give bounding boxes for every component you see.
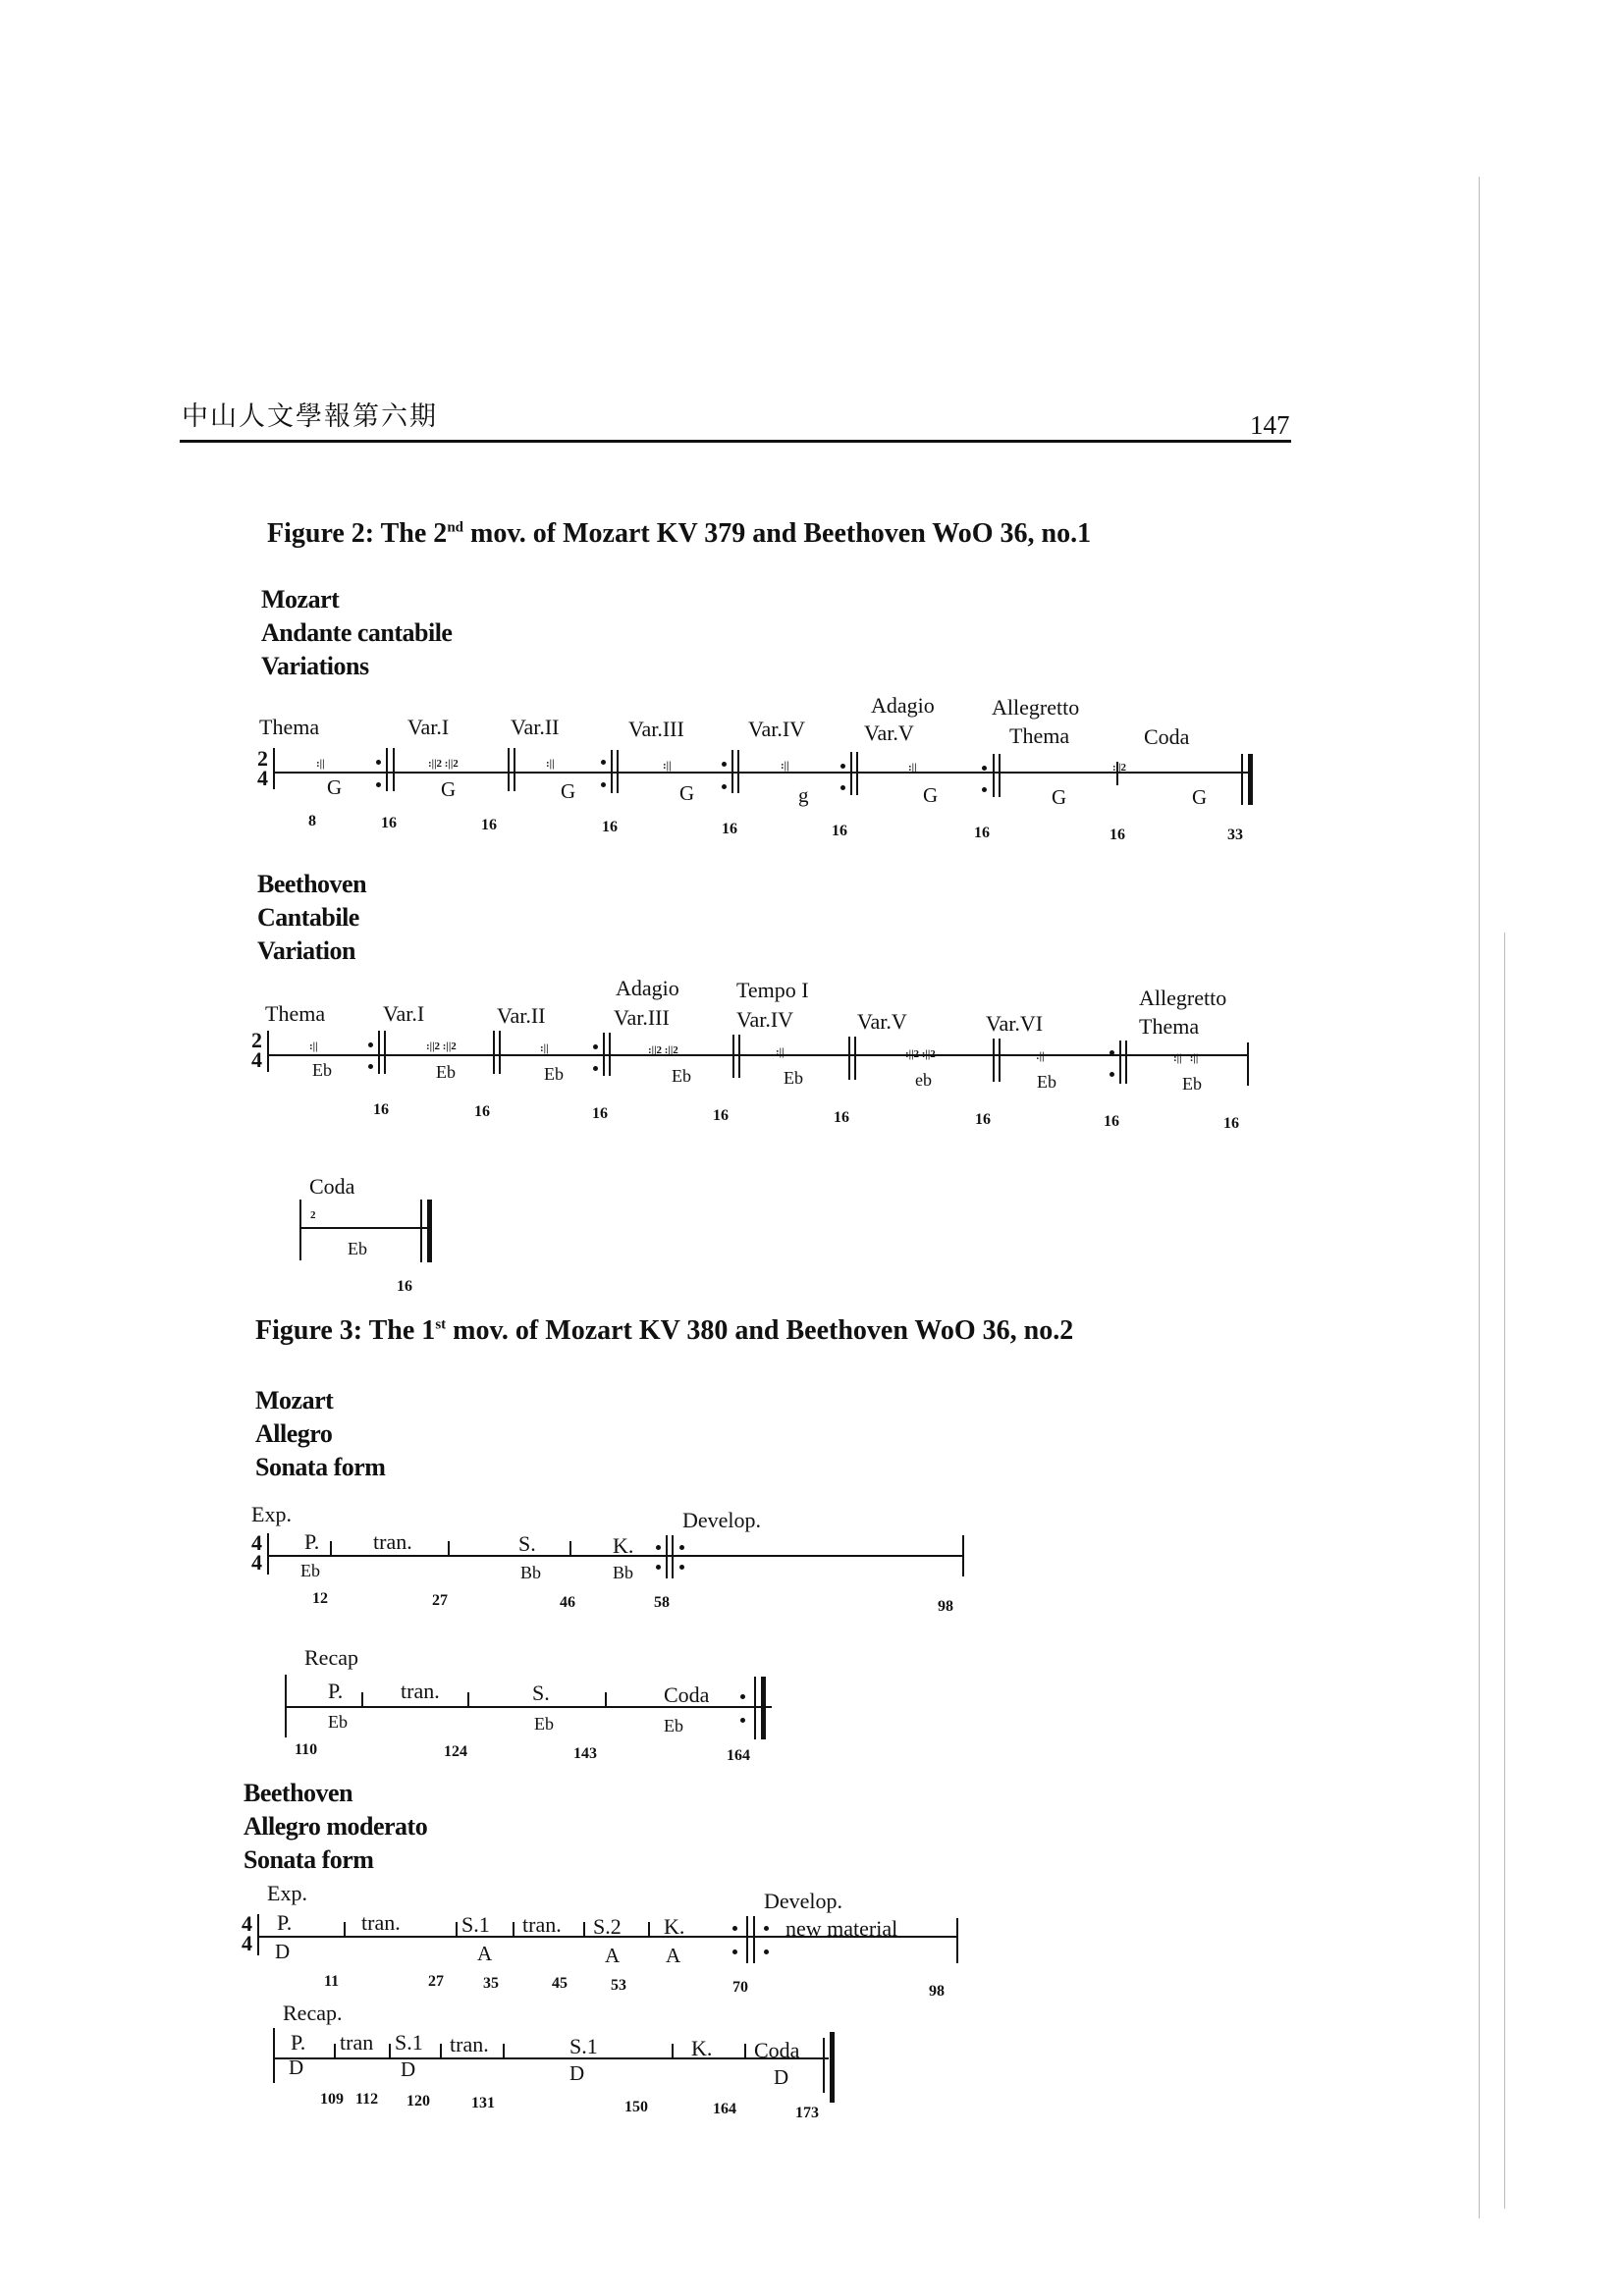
section-label: tran. bbox=[361, 1910, 401, 1935]
key-label: G bbox=[441, 777, 457, 801]
repeat-dot bbox=[593, 1044, 598, 1049]
double-barline bbox=[384, 1031, 386, 1074]
measure-number: 16 bbox=[474, 1103, 490, 1120]
measure-number: 16 bbox=[481, 817, 497, 833]
composer-label: Mozart bbox=[261, 585, 340, 614]
repeat-mark: :|| bbox=[316, 758, 325, 770]
double-barline bbox=[499, 1031, 501, 1074]
key-label: A bbox=[477, 1942, 493, 1965]
form-label: Sonata form bbox=[255, 1453, 386, 1481]
section-label: Var.V bbox=[864, 721, 914, 745]
section-label: Var.I bbox=[407, 715, 450, 739]
key-label: D bbox=[774, 2065, 789, 2089]
section-label: S.2 bbox=[593, 1914, 622, 1939]
tempo-label: Andante cantabile bbox=[261, 618, 453, 647]
key-label: Eb bbox=[348, 1239, 367, 1258]
measure-number: 70 bbox=[732, 1979, 748, 1996]
final-barline bbox=[1241, 754, 1243, 805]
section-label: P. bbox=[304, 1529, 320, 1554]
double-barline bbox=[514, 748, 515, 791]
double-barline bbox=[508, 748, 510, 791]
coda-marker: 2 bbox=[310, 1209, 316, 1221]
repeat-dot bbox=[740, 1694, 745, 1699]
composer-label: Beethoven bbox=[257, 870, 367, 898]
header-rule bbox=[180, 440, 1291, 443]
double-barline bbox=[617, 750, 619, 793]
section-label: P. bbox=[328, 1679, 344, 1703]
double-barline bbox=[493, 1031, 495, 1074]
section-tick bbox=[605, 1692, 607, 1706]
timeline-axis bbox=[267, 1054, 1247, 1056]
scan-edge-line bbox=[1504, 933, 1505, 2209]
time-signature: 4 4 bbox=[251, 1530, 262, 1575]
section-label: Var.III bbox=[614, 1005, 670, 1030]
section-tick bbox=[448, 1541, 450, 1555]
repeat-dot bbox=[601, 782, 606, 787]
measure-number: 46 bbox=[560, 1594, 575, 1611]
final-barline-thick bbox=[830, 2032, 835, 2103]
double-barline bbox=[386, 748, 388, 791]
measure-number: 27 bbox=[428, 1973, 444, 1990]
key-label: Eb bbox=[300, 1561, 320, 1580]
section-tick bbox=[440, 2044, 442, 2057]
key-label: Eb bbox=[664, 1716, 683, 1735]
section-tick bbox=[334, 2044, 336, 2057]
time-signature: 2 4 bbox=[251, 1028, 262, 1072]
double-barline bbox=[848, 1037, 850, 1080]
key-label: D bbox=[401, 2057, 416, 2081]
measure-number: 110 bbox=[295, 1741, 318, 1758]
start-barline bbox=[257, 1914, 259, 1955]
repeat-dot bbox=[764, 1926, 769, 1931]
double-barline bbox=[993, 1039, 995, 1082]
recap-start-barline bbox=[273, 2028, 275, 2083]
section-label: S.1 bbox=[461, 1912, 490, 1937]
section-tick bbox=[672, 2044, 674, 2057]
measure-number: 124 bbox=[444, 1743, 467, 1760]
final-barline bbox=[823, 2038, 825, 2093]
section-label: tran. bbox=[450, 2032, 489, 2056]
double-barline bbox=[993, 754, 995, 797]
repeat-dot bbox=[732, 1926, 737, 1931]
section-tick bbox=[361, 1692, 363, 1706]
figure3-title: Figure 3: The 1st mov. of Mozart KV 380 and Beethoven WoO 36, no.2 bbox=[255, 1315, 1074, 1346]
measure-number: 16 bbox=[1104, 1113, 1119, 1130]
measure-number: 58 bbox=[654, 1594, 670, 1611]
repeat-dot bbox=[593, 1066, 598, 1071]
key-label: g bbox=[798, 783, 809, 807]
measure-number: 16 bbox=[1223, 1115, 1239, 1132]
double-barline bbox=[746, 1916, 748, 1963]
section-label: Var.II bbox=[511, 715, 560, 739]
composer-label: Mozart bbox=[255, 1386, 334, 1415]
figure2-title: Figure 2: The 2nd mov. of Mozart KV 379 and Beethoven WoO 36, no.1 bbox=[267, 518, 1092, 549]
repeat-dot bbox=[376, 760, 381, 765]
double-barline bbox=[1119, 1041, 1121, 1084]
ending-mark: :||2 :||2 bbox=[905, 1048, 936, 1060]
composer-label: Beethoven bbox=[244, 1779, 353, 1807]
section-tick bbox=[513, 1922, 514, 1936]
double-barline bbox=[1125, 1041, 1127, 1084]
start-barline bbox=[267, 1533, 269, 1575]
repeat-mark: :|| bbox=[776, 1046, 785, 1058]
double-barline bbox=[378, 1031, 380, 1074]
key-label: A bbox=[605, 1944, 621, 1967]
key-label: Bb bbox=[613, 1563, 634, 1582]
section-label: Coda bbox=[664, 1682, 710, 1707]
measure-number: 16 bbox=[592, 1105, 608, 1122]
double-barline bbox=[854, 1037, 856, 1080]
section-tick bbox=[648, 1922, 650, 1936]
section-label: S.1 bbox=[395, 2030, 423, 2055]
recap-label: Recap bbox=[304, 1645, 358, 1670]
repeat-dot bbox=[722, 762, 727, 767]
tempo-label: Allegro moderato bbox=[244, 1812, 428, 1841]
start-barline bbox=[267, 1031, 269, 1072]
measure-number: 16 bbox=[1110, 827, 1125, 843]
measure-number: 120 bbox=[406, 2093, 430, 2109]
coda-axis bbox=[299, 1227, 427, 1229]
form-label: Sonata form bbox=[244, 1845, 374, 1874]
repeat-dot bbox=[982, 787, 987, 792]
measure-number: 16 bbox=[373, 1101, 389, 1118]
tempo-mark: Adagio bbox=[871, 693, 935, 718]
tempo-mark: Adagio bbox=[616, 976, 679, 1000]
repeat-dot bbox=[656, 1545, 661, 1550]
measure-number: 112 bbox=[355, 2091, 379, 2108]
double-barline bbox=[732, 1035, 734, 1078]
section-label: Thema bbox=[265, 1001, 326, 1026]
repeat-dot bbox=[368, 1064, 373, 1069]
repeat-dot bbox=[601, 760, 606, 765]
develop-label: Develop. bbox=[682, 1508, 762, 1532]
section-label: Thema bbox=[259, 715, 320, 739]
section-label: tran. bbox=[401, 1679, 440, 1703]
repeat-dot bbox=[764, 1949, 769, 1954]
end-barline bbox=[1247, 1042, 1249, 1086]
time-signature: 4 4 bbox=[242, 1911, 252, 1955]
measure-number: 131 bbox=[471, 2095, 495, 2111]
repeat-dot bbox=[722, 784, 727, 789]
double-barline bbox=[856, 752, 858, 795]
key-label: Eb bbox=[544, 1064, 564, 1084]
measure-number: 33 bbox=[1227, 827, 1243, 843]
section-label: Var.V bbox=[857, 1009, 907, 1034]
double-barline bbox=[609, 1033, 611, 1076]
ending-mark: :||2 :||2 bbox=[648, 1044, 678, 1056]
ending-mark: :||2 bbox=[1112, 762, 1127, 774]
double-barline bbox=[999, 754, 1001, 797]
double-barline bbox=[603, 1033, 605, 1076]
repeat-mark: :|| bbox=[546, 758, 555, 770]
measure-number: 164 bbox=[713, 2101, 736, 2117]
tempo-mark: Allegretto bbox=[1139, 986, 1227, 1010]
repeat-dot bbox=[376, 782, 381, 787]
key-label: D bbox=[289, 2056, 304, 2079]
tempo-label: Allegro bbox=[255, 1419, 333, 1448]
ending-mark: :||2 :||2 bbox=[428, 758, 459, 770]
section-label: Thema bbox=[1139, 1014, 1200, 1039]
repeat-mark: :|| bbox=[309, 1041, 318, 1052]
key-label: D bbox=[275, 1940, 291, 1963]
measure-number: 11 bbox=[324, 1973, 340, 1990]
coda-final-barline bbox=[420, 1200, 422, 1262]
section-tick bbox=[744, 2044, 746, 2057]
section-tick bbox=[467, 1692, 469, 1706]
key-label: D bbox=[569, 2061, 585, 2085]
double-barline bbox=[666, 1535, 668, 1578]
section-label: Var.III bbox=[628, 717, 684, 741]
section-label: Coda bbox=[754, 2038, 800, 2062]
measure-number: 53 bbox=[611, 1977, 626, 1994]
key-label: Eb bbox=[312, 1060, 332, 1080]
section-label: K. bbox=[613, 1533, 634, 1558]
double-barline bbox=[738, 1035, 740, 1078]
measure-number: 143 bbox=[573, 1745, 597, 1762]
measure-number: 98 bbox=[938, 1598, 953, 1615]
section-label: Var.IV bbox=[736, 1007, 794, 1032]
tempo-label: Cantabile bbox=[257, 903, 359, 932]
double-barline bbox=[393, 748, 395, 791]
measure-number: 35 bbox=[483, 1975, 499, 1992]
repeat-dot bbox=[740, 1718, 745, 1723]
start-barline bbox=[273, 748, 275, 789]
page-number: 147 bbox=[1250, 410, 1290, 440]
section-label: Coda bbox=[1144, 724, 1190, 749]
time-signature: 2 4 bbox=[257, 746, 268, 790]
measure-number: 16 bbox=[834, 1109, 849, 1126]
repeat-mark: :|| bbox=[540, 1042, 549, 1054]
scan-edge-line bbox=[1479, 177, 1480, 2218]
measure-number: 150 bbox=[624, 2099, 648, 2115]
repeat-mark: :|| bbox=[663, 760, 672, 772]
measure-number: 45 bbox=[552, 1975, 568, 1992]
section-label: S. bbox=[518, 1531, 536, 1556]
section-label: P. bbox=[291, 2030, 306, 2055]
key-label: G bbox=[561, 779, 576, 803]
repeat-mark: :|| :|| bbox=[1173, 1052, 1199, 1064]
recap-axis bbox=[273, 2057, 829, 2059]
key-label: G bbox=[679, 781, 695, 805]
form-label: Variations bbox=[261, 652, 369, 680]
key-label: Eb bbox=[328, 1712, 348, 1732]
double-barline bbox=[753, 1916, 755, 1963]
develop-label: Develop. bbox=[764, 1889, 843, 1913]
double-barline bbox=[731, 750, 733, 793]
measure-number: 16 bbox=[713, 1107, 729, 1124]
measure-number: 16 bbox=[381, 815, 397, 831]
section-tick bbox=[503, 2044, 505, 2057]
key-label: G bbox=[327, 775, 343, 799]
measure-number: 27 bbox=[432, 1592, 448, 1609]
end-barline bbox=[956, 1918, 958, 1963]
recap-label: Recap. bbox=[283, 2001, 343, 2025]
section-label: Var.II bbox=[497, 1003, 546, 1028]
measure-number: 98 bbox=[929, 1983, 945, 2000]
repeat-dot bbox=[679, 1565, 684, 1570]
repeat-mark: :|| bbox=[908, 762, 917, 774]
measure-number: 173 bbox=[795, 2105, 819, 2121]
measure-number: 16 bbox=[975, 1111, 991, 1128]
form-label: Variation bbox=[257, 936, 355, 965]
key-label: Eb bbox=[1182, 1074, 1202, 1094]
repeat-dot bbox=[840, 764, 845, 769]
exp-label: Exp. bbox=[267, 1881, 307, 1905]
section-label: Var.I bbox=[383, 1001, 425, 1026]
measure-number: 16 bbox=[974, 825, 990, 841]
section-tick bbox=[344, 1922, 346, 1936]
section-label: Thema bbox=[1009, 723, 1070, 748]
measure-number: 16 bbox=[602, 819, 618, 835]
key-label: Eb bbox=[436, 1062, 456, 1082]
repeat-dot bbox=[368, 1042, 373, 1047]
exp-label: Exp. bbox=[251, 1502, 292, 1526]
timeline-axis bbox=[273, 772, 1248, 774]
repeat-dot bbox=[732, 1949, 737, 1954]
section-label: Var.IV bbox=[748, 717, 806, 741]
double-barline bbox=[999, 1039, 1001, 1082]
key-label: G bbox=[923, 783, 939, 807]
section-tick bbox=[456, 1922, 458, 1936]
section-label: S. bbox=[532, 1681, 550, 1705]
repeat-mark: :|| bbox=[781, 760, 789, 772]
section-tick bbox=[583, 1922, 585, 1936]
double-barline bbox=[611, 750, 613, 793]
key-label: Eb bbox=[1037, 1072, 1056, 1092]
repeat-dot bbox=[656, 1565, 661, 1570]
key-label: eb bbox=[915, 1070, 932, 1090]
coda-final-barline-thick bbox=[427, 1200, 432, 1262]
double-barline bbox=[672, 1535, 674, 1578]
measure-number: 109 bbox=[320, 2091, 344, 2108]
section-label: tran. bbox=[522, 1912, 562, 1937]
end-barline bbox=[962, 1535, 964, 1576]
section-tick bbox=[330, 1541, 332, 1555]
measure-number: 16 bbox=[397, 1278, 412, 1295]
key-label: Eb bbox=[784, 1068, 803, 1088]
tempo-mark: Tempo I bbox=[736, 978, 809, 1002]
key-label: Eb bbox=[534, 1714, 554, 1734]
measure-number: 16 bbox=[832, 823, 847, 839]
repeat-mark: :|| bbox=[1036, 1050, 1045, 1062]
section-label: K. bbox=[664, 1914, 685, 1939]
new-material-label: new material bbox=[785, 1916, 898, 1941]
key-label: A bbox=[666, 1944, 681, 1967]
final-barline-thick bbox=[1248, 754, 1253, 805]
section-tick bbox=[569, 1541, 571, 1555]
tempo-mark: Allegretto bbox=[992, 695, 1080, 720]
key-label: G bbox=[1192, 785, 1208, 809]
repeat-dot bbox=[840, 785, 845, 790]
key-label: G bbox=[1052, 785, 1067, 809]
measure-number: 12 bbox=[312, 1590, 328, 1607]
key-label: Bb bbox=[520, 1563, 542, 1582]
section-label: K. bbox=[691, 2036, 713, 2060]
section-tick bbox=[389, 2044, 391, 2057]
final-barline bbox=[754, 1677, 756, 1739]
measure-number: 164 bbox=[727, 1747, 750, 1764]
repeat-dot bbox=[1110, 1050, 1114, 1055]
double-barline bbox=[737, 750, 739, 793]
section-label: S.1 bbox=[569, 2034, 598, 2058]
measure-number: 8 bbox=[308, 813, 316, 829]
repeat-dot bbox=[679, 1545, 684, 1550]
repeat-dot bbox=[1110, 1072, 1114, 1077]
section-label: P. bbox=[277, 1910, 293, 1935]
ending-mark: :||2 :||2 bbox=[426, 1041, 457, 1052]
key-label: Eb bbox=[672, 1066, 691, 1086]
coda-start-barline bbox=[299, 1200, 301, 1260]
double-barline bbox=[850, 752, 852, 795]
final-barline-thick bbox=[761, 1677, 766, 1739]
repeat-dot bbox=[982, 766, 987, 771]
journal-title: 中山人文學報第六期 bbox=[182, 401, 438, 432]
section-label: Var.VI bbox=[986, 1011, 1044, 1036]
section-label: tran. bbox=[373, 1529, 412, 1554]
measure-number: 16 bbox=[722, 821, 737, 837]
section-label: tran bbox=[340, 2030, 374, 2055]
coda-label: Coda bbox=[309, 1174, 355, 1199]
